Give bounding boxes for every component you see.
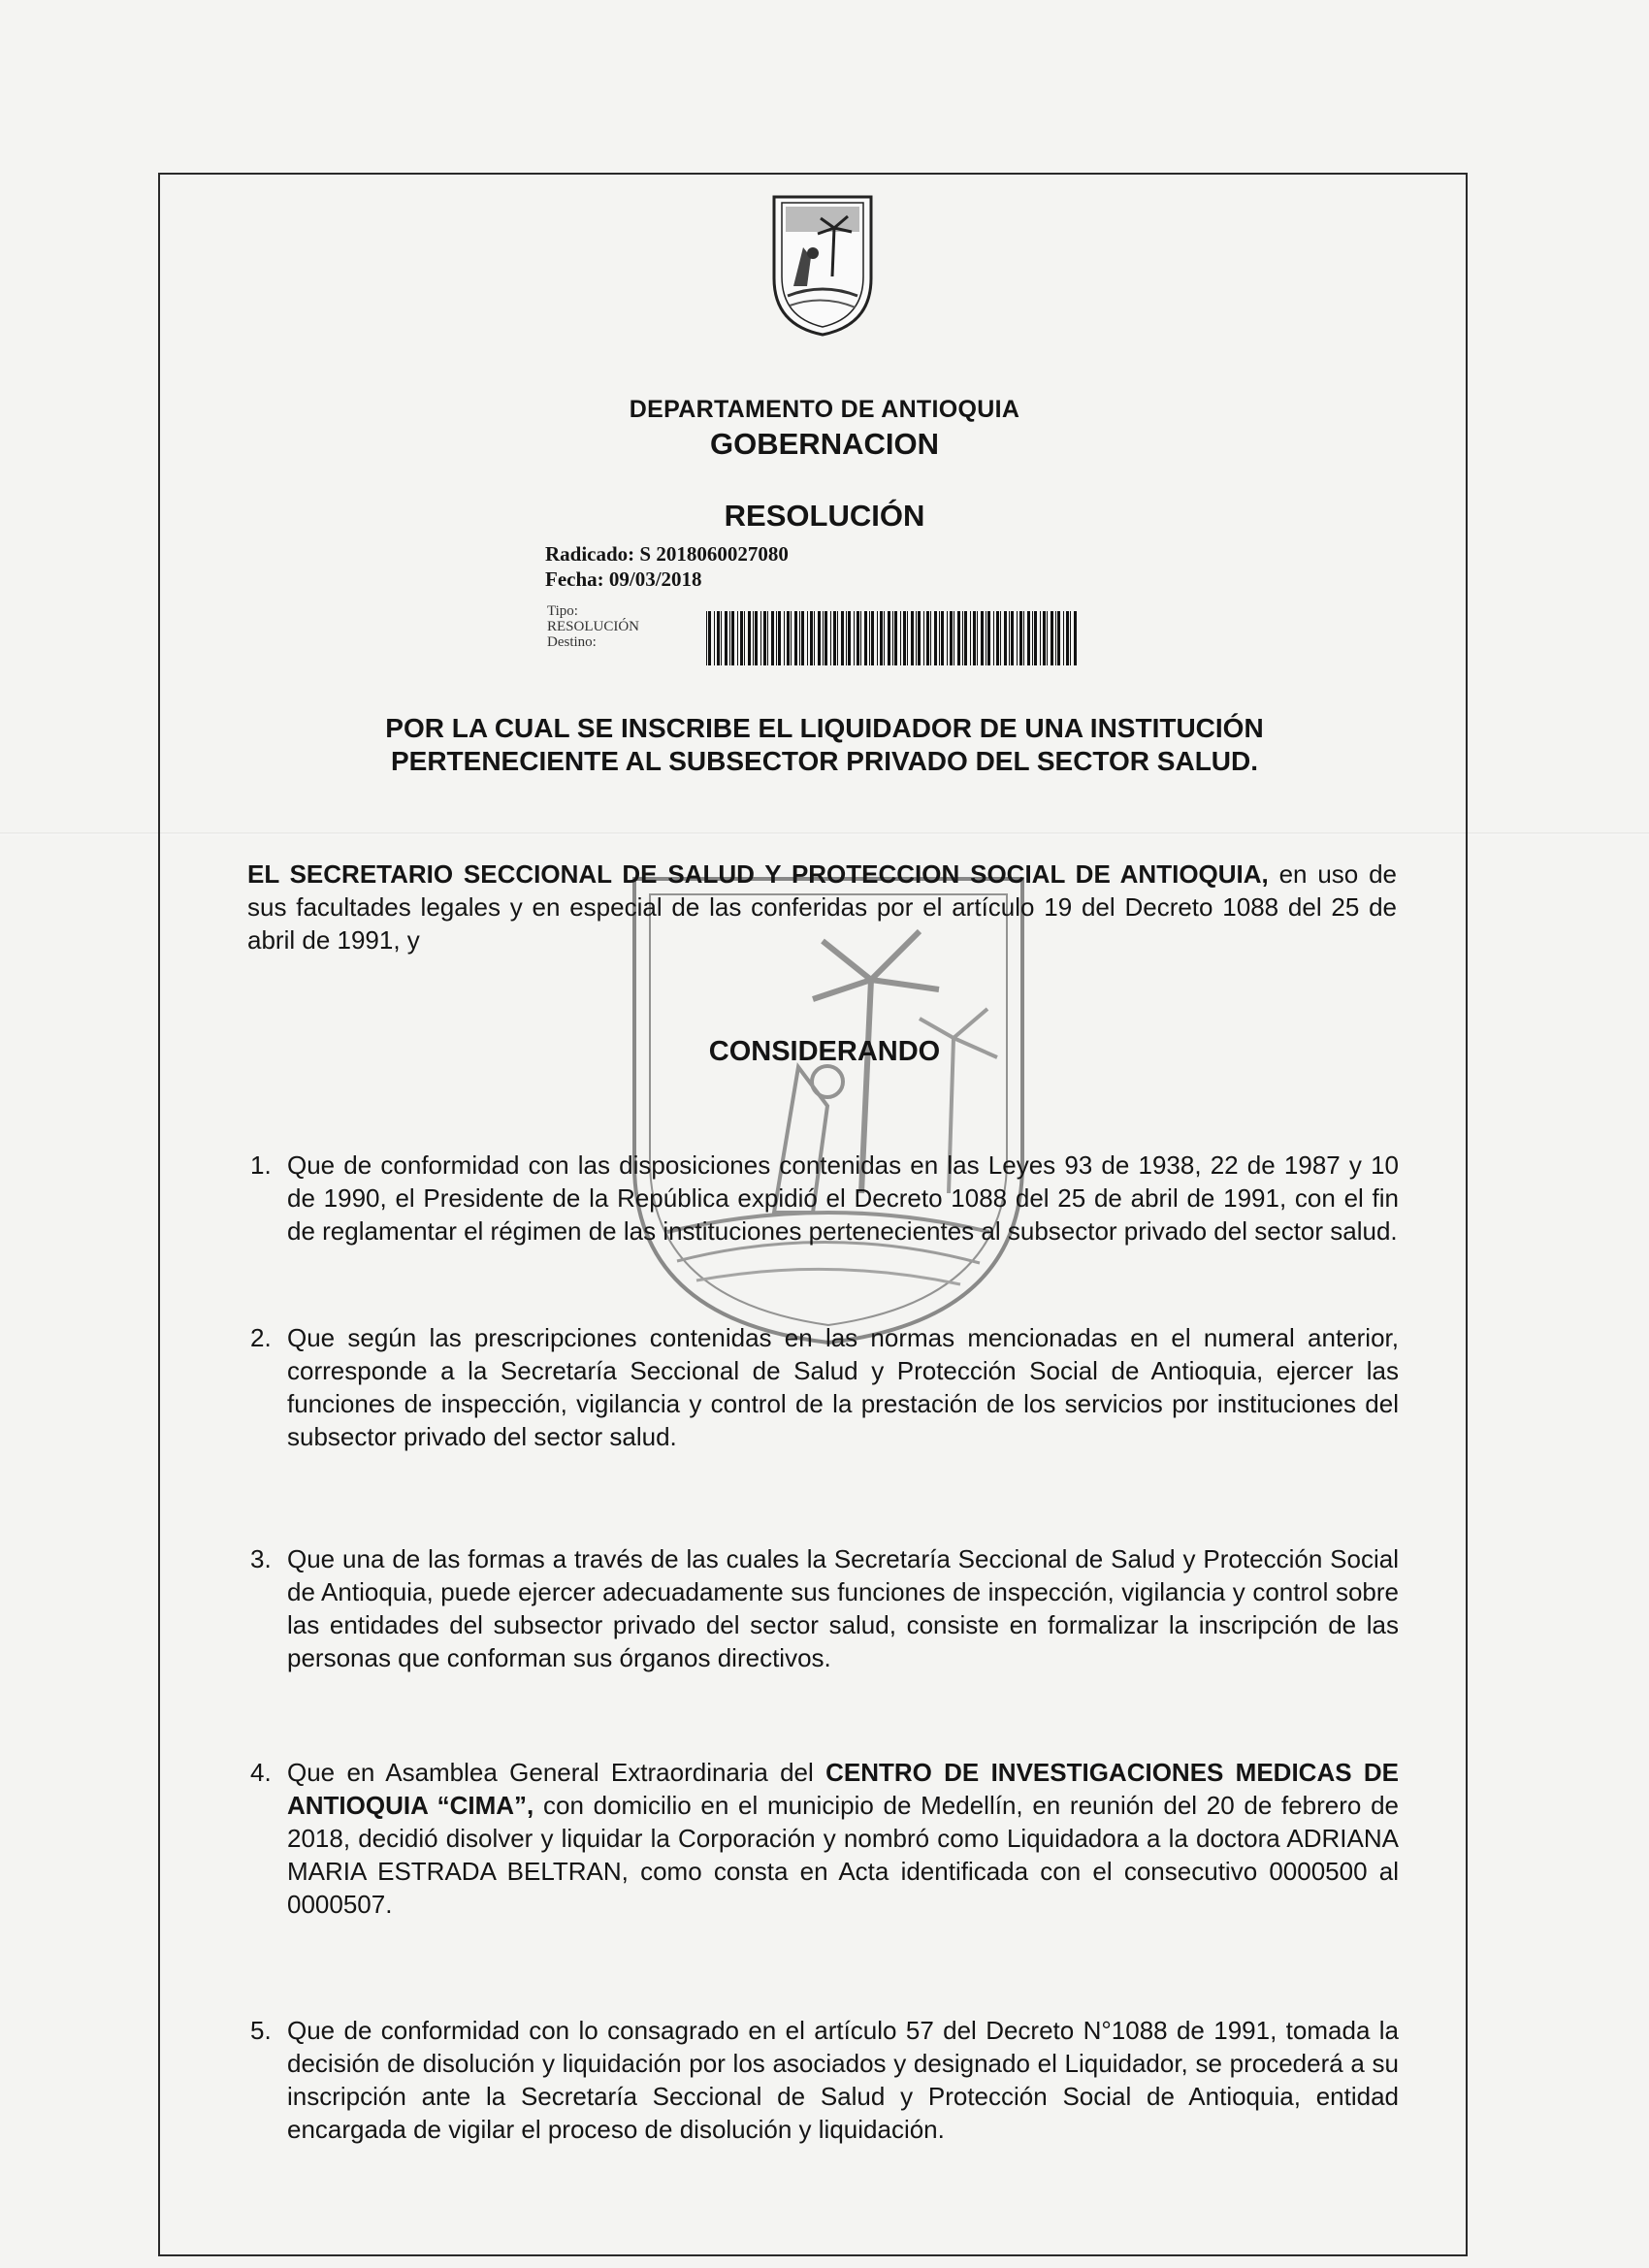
barcode-bar (926, 611, 929, 665)
radicado-number: Radicado: S 2018060027080 (545, 542, 789, 566)
barcode-bar (884, 611, 885, 665)
barcode-bar (721, 611, 722, 665)
tipo-label: Tipo: (547, 603, 578, 619)
barcode-bar (1057, 611, 1060, 665)
department-name: DEPARTAMENTO DE ANTIOQUIA (629, 396, 1020, 423)
item-text: Que de conformidad con las disposiciones contenidas en las Leyes 93 de 1938, 22 de 1987 y 10 de 1990, el Presidente de la República expidió el Decreto 1088 del 25 de abril de 1991, con el fin de reglamentar el régimen de las instituciones pertenecientes al subsector privado del sector salud. (287, 1150, 1399, 1246)
barcode-bar (725, 611, 728, 665)
barcode-bar (950, 611, 953, 665)
barcode-bar (1055, 611, 1056, 665)
barcode-bar (1000, 611, 1001, 665)
barcode-bar (799, 611, 800, 665)
barcode-bar (824, 611, 827, 665)
barcode-bar (1019, 611, 1022, 665)
barcode-bar (970, 611, 971, 665)
barcode-bar (941, 611, 944, 665)
list-item (250, 1149, 1399, 1247)
barcode-bar (860, 611, 861, 665)
barcode-bar (947, 611, 948, 665)
barcode-bar (767, 611, 768, 665)
list-item (250, 2014, 1399, 2146)
barcode-bar (830, 611, 831, 665)
barcode-bar (854, 611, 855, 665)
barcode-bar (1063, 611, 1064, 665)
barcode-bar (903, 611, 906, 665)
barcode-bar (706, 611, 707, 665)
barcode-bar (981, 611, 984, 665)
barcode-bar (787, 611, 790, 665)
intro-text: en uso de sus facultades legales y en especial de las conferidas por el artículo 19 del Decreto 1088 del 25 de abril de 1991, y (247, 859, 1397, 955)
item-number: 3. (250, 1544, 272, 1573)
barcode-bar (717, 611, 720, 665)
list-item (250, 1756, 1399, 1921)
barcode-bar (1047, 611, 1048, 665)
considerando-heading: CONSIDERANDO (708, 1036, 941, 1067)
item-number: 4. (250, 1758, 272, 1787)
barcode-bar (1070, 611, 1071, 665)
barcode-bar (987, 611, 990, 665)
barcode-bar (784, 611, 785, 665)
barcode-bar (763, 611, 766, 665)
barcode-bar (1074, 611, 1077, 665)
barcode-bar (737, 611, 738, 665)
item-text (287, 1756, 1399, 1921)
subject-line-2: PERTENECIENTE AL SUBSECTOR PRIVADO DEL SECTOR SALUD. (390, 746, 1259, 776)
barcode-bar (888, 611, 890, 665)
barcode-bar (1051, 611, 1053, 665)
barcode-bar (846, 611, 847, 665)
barcode-bar (880, 611, 883, 665)
barcode-bar (807, 611, 808, 665)
filing-stamp (545, 541, 789, 592)
barcode-bar (833, 611, 836, 665)
barcode-bar (740, 611, 743, 665)
barcode-bar (814, 611, 815, 665)
barcode-bar (930, 611, 931, 665)
barcode-bar (1043, 611, 1046, 665)
barcode-bar (837, 611, 838, 665)
barcode-bar (1004, 611, 1007, 665)
list-item (250, 1321, 1399, 1453)
barcode-bar (753, 611, 754, 665)
government-name: GOBERNACION (710, 427, 939, 461)
barcode-bar (729, 611, 730, 665)
barcode-bar (877, 611, 878, 665)
barcode-bar (823, 611, 824, 665)
item-number: 2. (250, 1323, 272, 1352)
list-item (250, 1542, 1399, 1674)
barcode-bar (871, 611, 874, 665)
barcode-bar (760, 611, 761, 665)
item-text-post: con domicilio en el municipio de Medellín, en reunión del 20 de febrero de 2018, decidió disolver y liquidar la Corporación y nombró como Liquidadora a la doctora ADRIANA MARIA ESTRADA BELTRAN, como consta en Acta identificada con el consecutivo 0000500 al 0000507. (287, 1791, 1399, 1919)
barcode-bar (1027, 611, 1030, 665)
barcode-bar (894, 611, 897, 665)
barcode-bar (923, 611, 924, 665)
barcode-bar (964, 611, 967, 665)
barcode-bar (778, 611, 781, 665)
barcode-bar (916, 611, 917, 665)
barcode-bar (791, 611, 792, 665)
barcode-bar (1009, 611, 1010, 665)
item-text: Que una de las formas a través de las cuales la Secretaría Seccional de Salud y Protección Social de Antioquia, puede ejercer adecuadamente sus funciones de inspección, vigilancia y control sobre las entidades del subsector privado del sector salud, consiste en formalizar la inscripción de las personas que conforman sus órganos directivos. (287, 1544, 1399, 1672)
barcode-bar (1040, 611, 1041, 665)
barcode-bar (962, 611, 963, 665)
barcode-bar (957, 611, 960, 665)
barcode-bar (939, 611, 940, 665)
barcode-bar (776, 611, 777, 665)
barcode-bar (996, 611, 999, 665)
barcode-bar (714, 611, 715, 665)
barcode-bar (748, 611, 751, 665)
barcode-bar (708, 611, 711, 665)
barcode-bar (911, 611, 914, 665)
destino-label: Destino: (547, 634, 597, 650)
item-text-pre: Que en Asamblea General Extraordinaria del (287, 1758, 826, 1787)
item-text: Que según las prescripciones contenidas en las normas mencionadas en el numeral anterior, corresponde a la Secretaría Seccional de Salud y Protección Social de Antioquia, ejercer las funciones de inspección, vigilancia y control de la prestación de los servicios por instituciones del subsector privado del sector salud. (287, 1323, 1399, 1451)
institution-name: CENTRO DE INVESTIGACIONES MEDICAS DE ANTIOQUIA “CIMA”, (287, 1758, 1399, 1820)
barcode-bar (900, 611, 901, 665)
barcode-bar (977, 611, 978, 665)
antioquia-coat-of-arms-icon (764, 189, 881, 340)
barcode-bar (1034, 611, 1037, 665)
item-number: 5. (250, 2016, 272, 2045)
item-number: 1. (250, 1150, 272, 1180)
barcode-bar (1023, 611, 1024, 665)
barcode-bar (771, 611, 774, 665)
barcode-bar (801, 611, 804, 665)
barcode-bar (841, 611, 844, 665)
secretary-title: EL SECRETARIO SECCIONAL DE SALUD Y PROTECCION SOCIAL DE ANTIOQUIA, (247, 859, 1269, 889)
barcode-bar (1011, 611, 1014, 665)
filing-meta (547, 603, 639, 650)
barcode-bar (1017, 611, 1018, 665)
intro-paragraph (247, 858, 1397, 956)
barcode-bar (993, 611, 994, 665)
barcode-bar (810, 611, 813, 665)
barcode-bar (907, 611, 908, 665)
barcode-bar (934, 611, 937, 665)
barcode-bar (755, 611, 758, 665)
filing-date: Fecha: 09/03/2018 (545, 567, 702, 591)
subject-line-1: POR LA CUAL SE INSCRIBE EL LIQUIDADOR DE UNA INSTITUCIÓN (385, 713, 1264, 743)
barcode-bar (857, 611, 859, 665)
barcode-bar (864, 611, 867, 665)
barcode-bar (731, 611, 734, 665)
barcode-bar (973, 611, 976, 665)
barcode-bar (892, 611, 893, 665)
barcode-bar (818, 611, 821, 665)
document-type-title: RESOLUCIÓN (724, 499, 925, 533)
barcode-icon (706, 611, 1080, 665)
barcode-bar (794, 611, 797, 665)
barcode-bar (918, 611, 921, 665)
item-text: Que de conformidad con lo consagrado en el artículo 57 del Decreto N°1088 de 1991, tomada la decisión de disolución y liquidación por los asociados y designado el Liquidador, se procederá a su inscripción ante la Secretaría Seccional de Salud y Protección Social de Antioquia, entidad encargada de vigilar el proceso de disolución y liquidación. (287, 2016, 1399, 2144)
barcode-bar (848, 611, 851, 665)
barcode-bar (1066, 611, 1069, 665)
barcode-bar (1032, 611, 1033, 665)
barcode-bar (869, 611, 870, 665)
barcode-bar (744, 611, 745, 665)
tipo-value: RESOLUCIÓN (547, 619, 640, 634)
